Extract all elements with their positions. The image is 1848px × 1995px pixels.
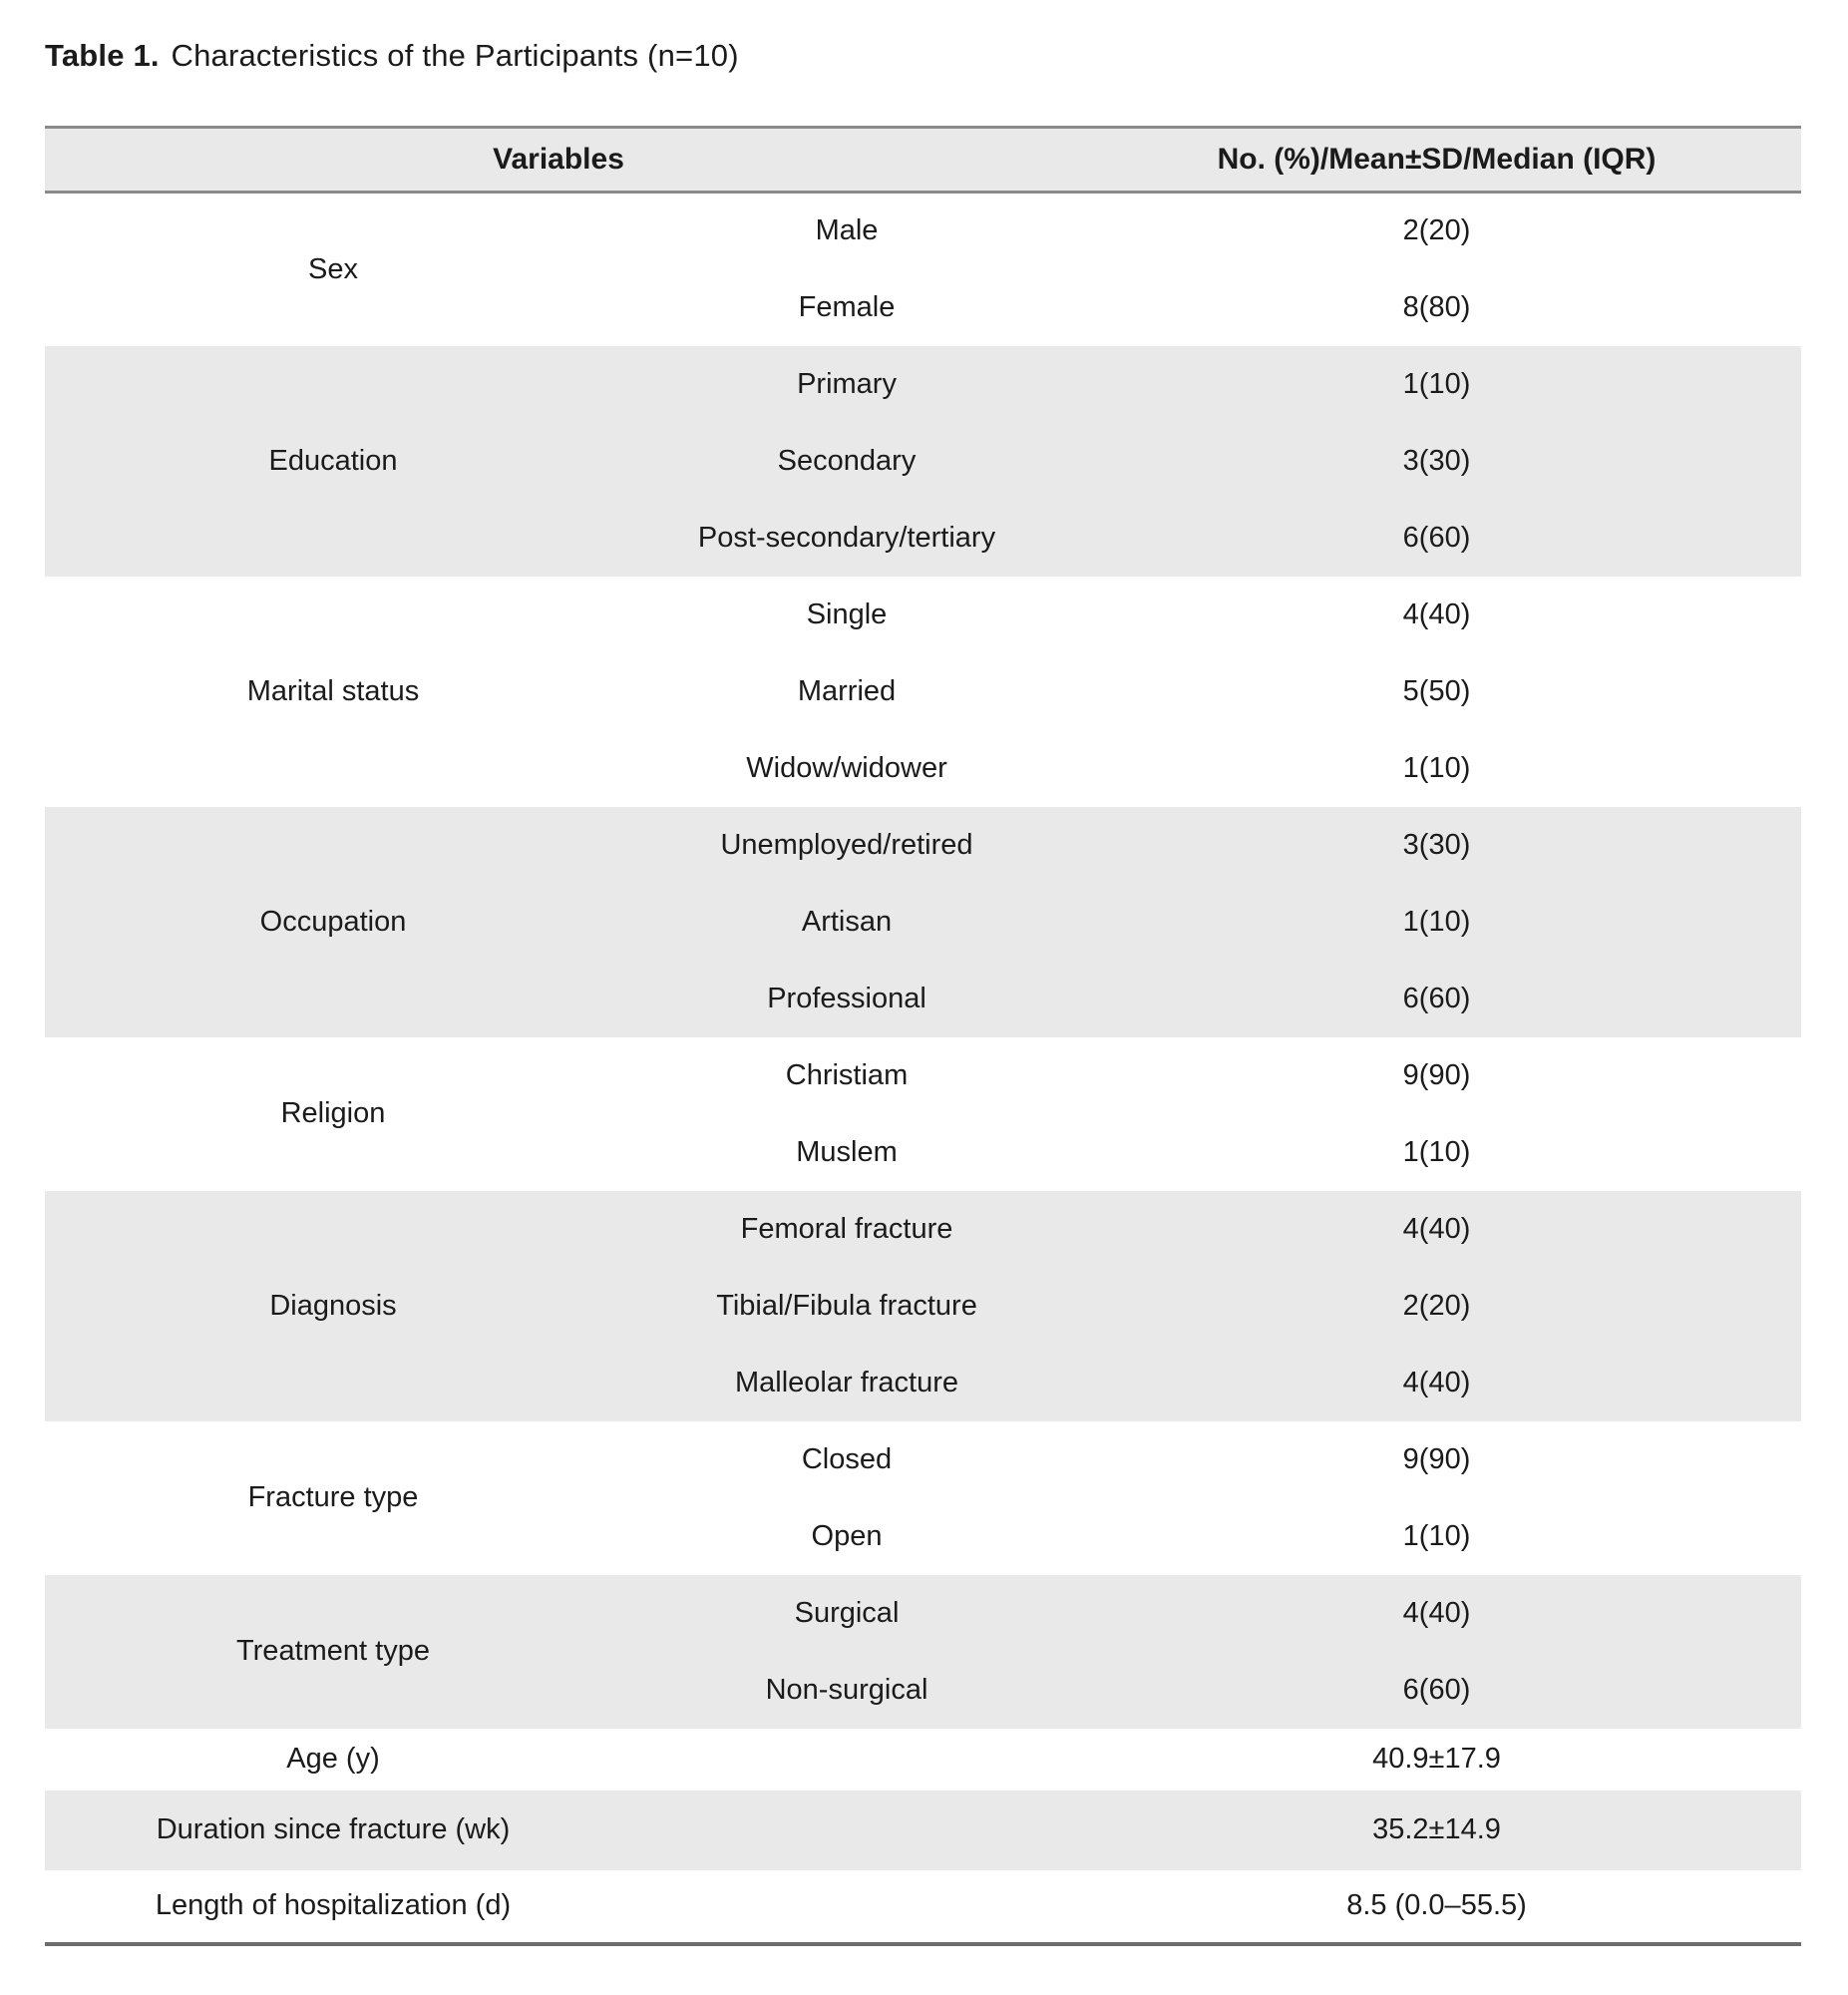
row-value: 1(10): [1072, 730, 1801, 807]
row-label: Femoral fracture: [621, 1191, 1072, 1268]
row-value: 4(40): [1072, 1191, 1801, 1268]
row-value: 6(60): [1072, 500, 1801, 577]
row-value: 4(40): [1072, 577, 1801, 653]
row-label: Professional: [621, 961, 1072, 1037]
row-value: 2(20): [1072, 193, 1801, 269]
table-caption: [45, 38, 739, 74]
row-label: Married: [621, 653, 1072, 730]
summary-value-duration: 35.2±14.9: [1072, 1791, 1801, 1870]
row-label: Single: [621, 577, 1072, 653]
row-value: 9(90): [1072, 1421, 1801, 1498]
table-row: [45, 1191, 1801, 1268]
table-row: [45, 346, 1801, 423]
row-value: 1(10): [1072, 1498, 1801, 1575]
table-row: [45, 807, 1801, 884]
group-label-sex: Sex: [45, 193, 621, 346]
row-label: Malleolar fracture: [621, 1345, 1072, 1421]
summary-label-duration: Duration since fracture (wk): [45, 1791, 621, 1870]
row-label: Non-surgical: [621, 1652, 1072, 1729]
row-value: 2(20): [1072, 1268, 1801, 1345]
group-label-education: Education: [45, 346, 621, 577]
table-row: [45, 1791, 1801, 1870]
table-row: [45, 1421, 1801, 1498]
table-row: [45, 1729, 1801, 1791]
row-value: 5(50): [1072, 653, 1801, 730]
row-label: Secondary: [621, 423, 1072, 500]
row-value: 1(10): [1072, 884, 1801, 961]
group-label-treatment-type: Treatment type: [45, 1575, 621, 1729]
row-label: Unemployed/retired: [621, 807, 1072, 884]
row-label: Closed: [621, 1421, 1072, 1498]
table-header-row: [45, 128, 1801, 193]
row-value: 6(60): [1072, 961, 1801, 1037]
summary-label-age: Age (y): [45, 1729, 621, 1791]
table-row: [45, 1575, 1801, 1652]
row-value: 3(30): [1072, 423, 1801, 500]
group-label-occupation: Occupation: [45, 807, 621, 1037]
table-row: [45, 1037, 1801, 1114]
row-value: 1(10): [1072, 346, 1801, 423]
empty-cell: [621, 1791, 1072, 1870]
row-label: Primary: [621, 346, 1072, 423]
row-label: Open: [621, 1498, 1072, 1575]
table-row: [45, 1870, 1801, 1944]
row-label: Post-secondary/tertiary: [621, 500, 1072, 577]
row-label: Christiam: [621, 1037, 1072, 1114]
row-value: 3(30): [1072, 807, 1801, 884]
row-label: Female: [621, 269, 1072, 346]
participants-table: [45, 126, 1801, 1946]
group-label-marital-status: Marital status: [45, 577, 621, 807]
summary-label-hospitalization: Length of hospitalization (d): [45, 1870, 621, 1944]
row-label: Artisan: [621, 884, 1072, 961]
row-value: 6(60): [1072, 1652, 1801, 1729]
row-label: Male: [621, 193, 1072, 269]
table-caption-text: Characteristics of the Participants (n=10): [171, 38, 739, 73]
summary-value-hospitalization: 8.5 (0.0–55.5): [1072, 1870, 1801, 1944]
table-caption-number: Table 1.: [45, 38, 160, 73]
empty-cell: [621, 1870, 1072, 1944]
group-label-religion: Religion: [45, 1037, 621, 1191]
table-row: [45, 193, 1801, 269]
row-label: Muslem: [621, 1114, 1072, 1191]
row-label: Surgical: [621, 1575, 1072, 1652]
row-value: 1(10): [1072, 1114, 1801, 1191]
row-label: Tibial/Fibula fracture: [621, 1268, 1072, 1345]
row-label: Widow/widower: [621, 730, 1072, 807]
group-label-diagnosis: Diagnosis: [45, 1191, 621, 1421]
variables-header: Variables: [45, 128, 1072, 193]
table-row: [45, 577, 1801, 653]
row-value: 9(90): [1072, 1037, 1801, 1114]
group-label-fracture-type: Fracture type: [45, 1421, 621, 1575]
row-value: 4(40): [1072, 1345, 1801, 1421]
row-value: 8(80): [1072, 269, 1801, 346]
summary-value-age: 40.9±17.9: [1072, 1729, 1801, 1791]
row-value: 4(40): [1072, 1575, 1801, 1652]
values-header: No. (%)/Mean±SD/Median (IQR): [1072, 128, 1801, 193]
empty-cell: [621, 1729, 1072, 1791]
